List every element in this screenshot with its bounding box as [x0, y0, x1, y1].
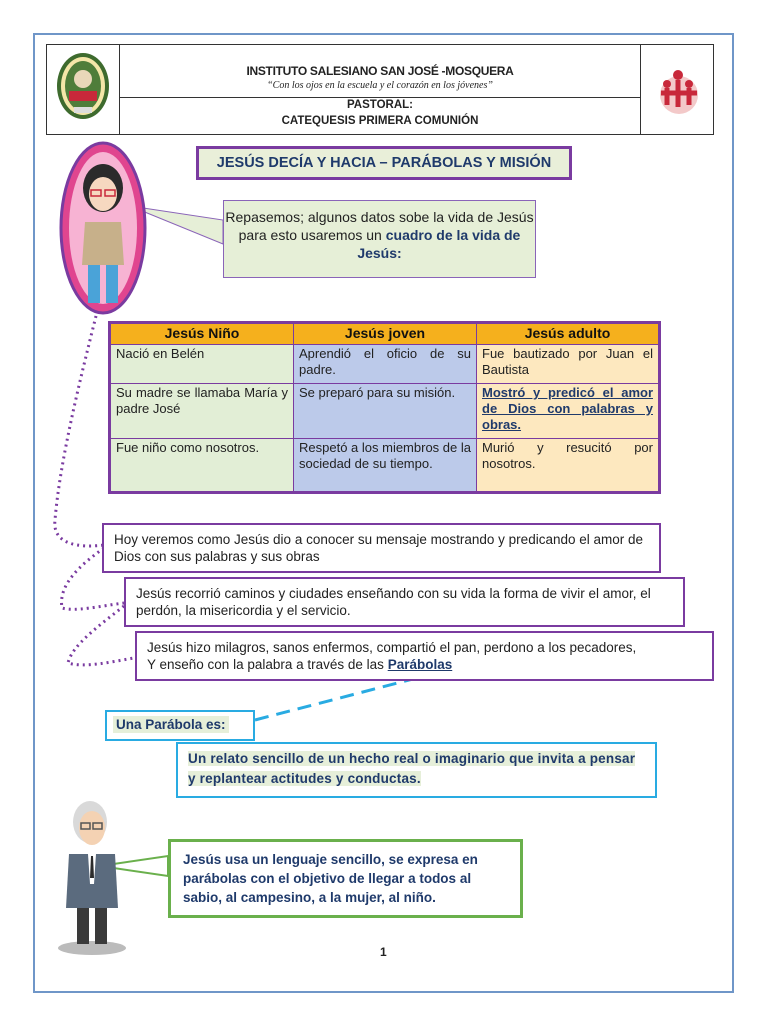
life-of-jesus-table	[108, 321, 661, 494]
table-row	[110, 345, 660, 384]
page-number: 1	[380, 945, 387, 959]
table-row	[110, 439, 660, 493]
parables-link[interactable]: Parábolas	[387, 657, 453, 672]
institution-name: INSTITUTO SALESIANO SAN JOSÉ -MOSQUERA	[246, 64, 514, 78]
department-label: PASTORAL:	[346, 99, 414, 111]
paragraph-box-2: Jesús recorrió caminos y ciudades enseñando con su vida la forma de vivir el amor, el perdón, la misericordia y el servicio.	[124, 577, 685, 627]
table-cell-emphasis: Mostró y predicó el amor de Dios con palabras y obras.	[477, 384, 660, 439]
intro-highlight: cuadro de la vida de Jesús:	[357, 227, 521, 261]
table-header-row	[110, 323, 660, 345]
table-cell: Nació en Belén	[110, 345, 294, 384]
institution-motto: “Con los ojos en la escuela y el corazón en los jóvenes”	[267, 80, 493, 91]
table-cell: Se preparó para su misión.	[294, 384, 477, 439]
dotted-connector-1	[55, 316, 104, 546]
paragraph-3-line-1: Jesús hizo milagros, sanos enfermos, compartió el pan, perdono a los pecadores,	[147, 640, 637, 655]
intro-speech-bubble	[223, 200, 536, 278]
table-header: Jesús Niño	[110, 323, 294, 345]
table-cell: Fue niño como nosotros.	[110, 439, 294, 493]
definition-label: Una Parábola es:	[113, 716, 229, 733]
page-title: JESÚS DECÍA Y HACIA – PARÁBOLAS Y MISIÓN	[196, 146, 572, 180]
teacher-speech-bubble: Jesús usa un lenguaje sencillo, se expresa en parábolas con el objetivo de llegar a todos al sabio, al campesino, a la mujer, al niño.	[168, 839, 523, 918]
paragraph-box-3	[135, 631, 714, 681]
program-label: CATEQUESIS PRIMERA COMUNIÓN	[281, 115, 479, 127]
definition-label-box	[105, 710, 255, 741]
table-cell: Fue bautizado por Juan el Bautista	[477, 345, 660, 384]
table-header: Jesús joven	[294, 323, 477, 345]
table-cell: Respetó a los miembros de la sociedad de su tiempo.	[294, 439, 477, 493]
table-cell: Su madre se llamaba María y padre José	[110, 384, 294, 439]
definition-text: Un relato sencillo de un hecho real o imaginario que invita a pensar y replantear actitudes y conductas.	[188, 751, 636, 786]
paragraph-3-line-2: Y enseño con la palabra a través de las	[147, 657, 384, 672]
girl-avatar	[58, 140, 148, 316]
paragraph-box-1: Hoy veremos como Jesús dio a conocer su mensaje mostrando y predicando el amor de Dios con sus palabras y sus obras	[102, 523, 661, 573]
intro-text: Repasemos; algunos datos sobe la vida de Jesús para esto usaremos un	[225, 209, 534, 243]
table-row	[110, 384, 660, 439]
teacher-avatar	[52, 798, 132, 960]
table-header: Jesús adulto	[477, 323, 660, 345]
definition-box	[176, 742, 657, 798]
table-cell: Murió y resucitó por nosotros.	[477, 439, 660, 493]
table-cell: Aprendió el oficio de su padre.	[294, 345, 477, 384]
